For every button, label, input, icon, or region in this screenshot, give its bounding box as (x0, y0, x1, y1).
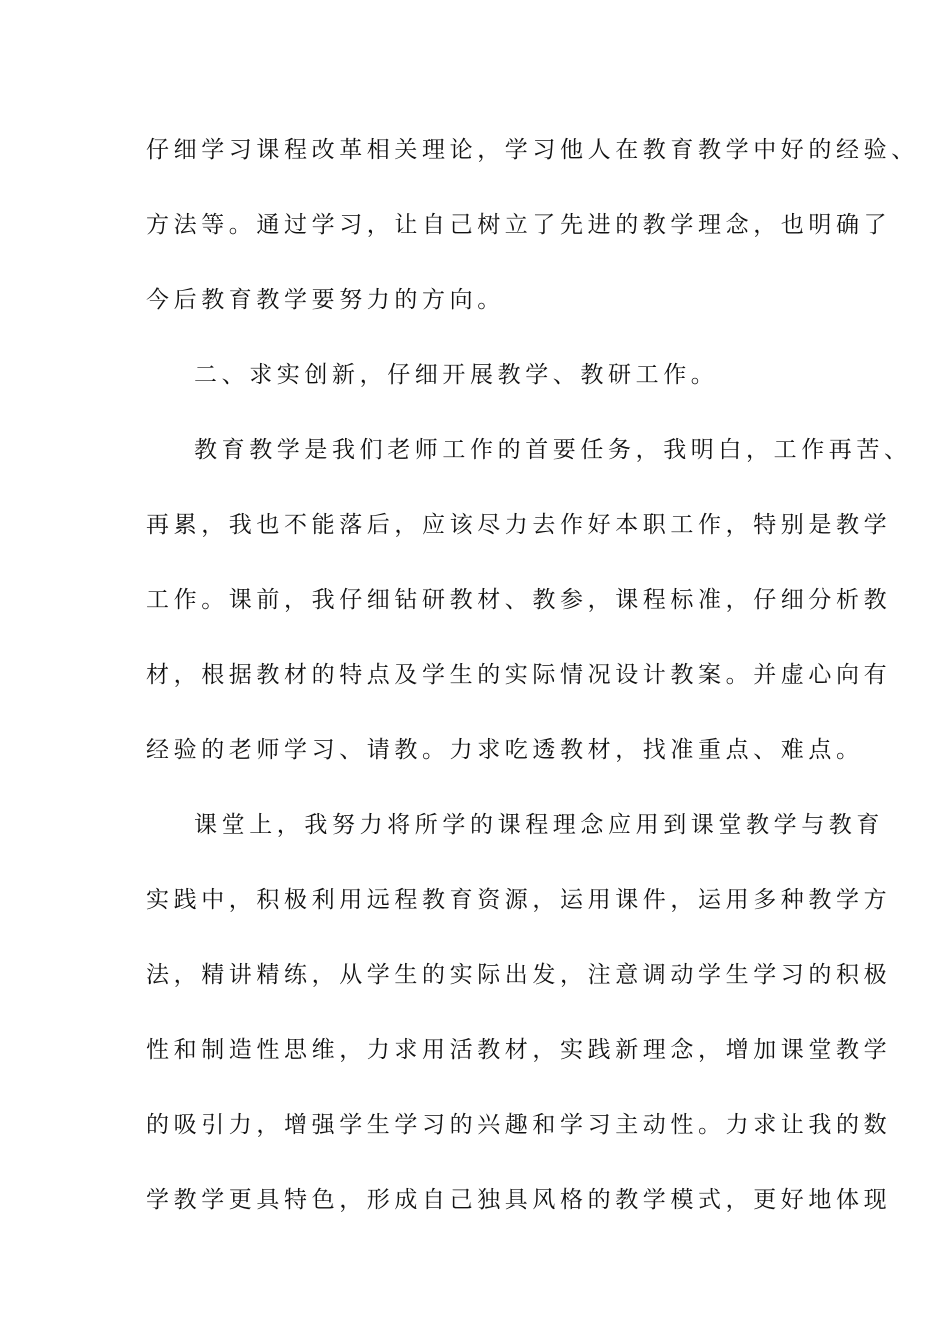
text-line: 方法等。通过学习，让自己树立了先进的教学理念，也明确了 (146, 212, 892, 238)
text-line: 课堂上，我努力将所学的课程理念应用到课堂教学与教育 (194, 812, 884, 838)
text-line: 学教学更具特色，形成自己独具风格的教学模式，更好地体现 (146, 1187, 892, 1213)
text-line: 性和制造性思维，力求用活教材，实践新理念，增加课堂教学 (146, 1037, 892, 1063)
text-line: 的吸引力，增强学生学习的兴趣和学习主动性。力求让我的数 (146, 1112, 892, 1138)
text-line: 教育教学是我们老师工作的首要任务，我明白，工作再苦、 (194, 437, 912, 463)
text-line: 今后教育教学要努力的方向。 (146, 287, 505, 313)
section-heading: 二、求实创新，仔细开展教学、教研工作。 (194, 362, 719, 388)
text-line: 仔细学习课程改革相关理论，学习他人在教育教学中好的经验、 (146, 137, 919, 163)
text-line: 工作。课前，我仔细钻研教材、教参，课程标准，仔细分析教 (146, 587, 892, 613)
text-line: 经验的老师学习、请教。力求吃透教材，找准重点、难点。 (146, 737, 864, 763)
text-line: 实践中，积极利用远程教育资源，运用课件，运用多种教学方 (146, 887, 892, 913)
text-line: 再累，我也不能落后，应该尽力去作好本职工作，特别是教学 (146, 512, 892, 538)
text-line: 法，精讲精练，从学生的实际出发，注意调动学生学习的积极 (146, 962, 892, 988)
text-line: 材，根据教材的特点及学生的实际情况设计教案。并虚心向有 (146, 662, 892, 688)
